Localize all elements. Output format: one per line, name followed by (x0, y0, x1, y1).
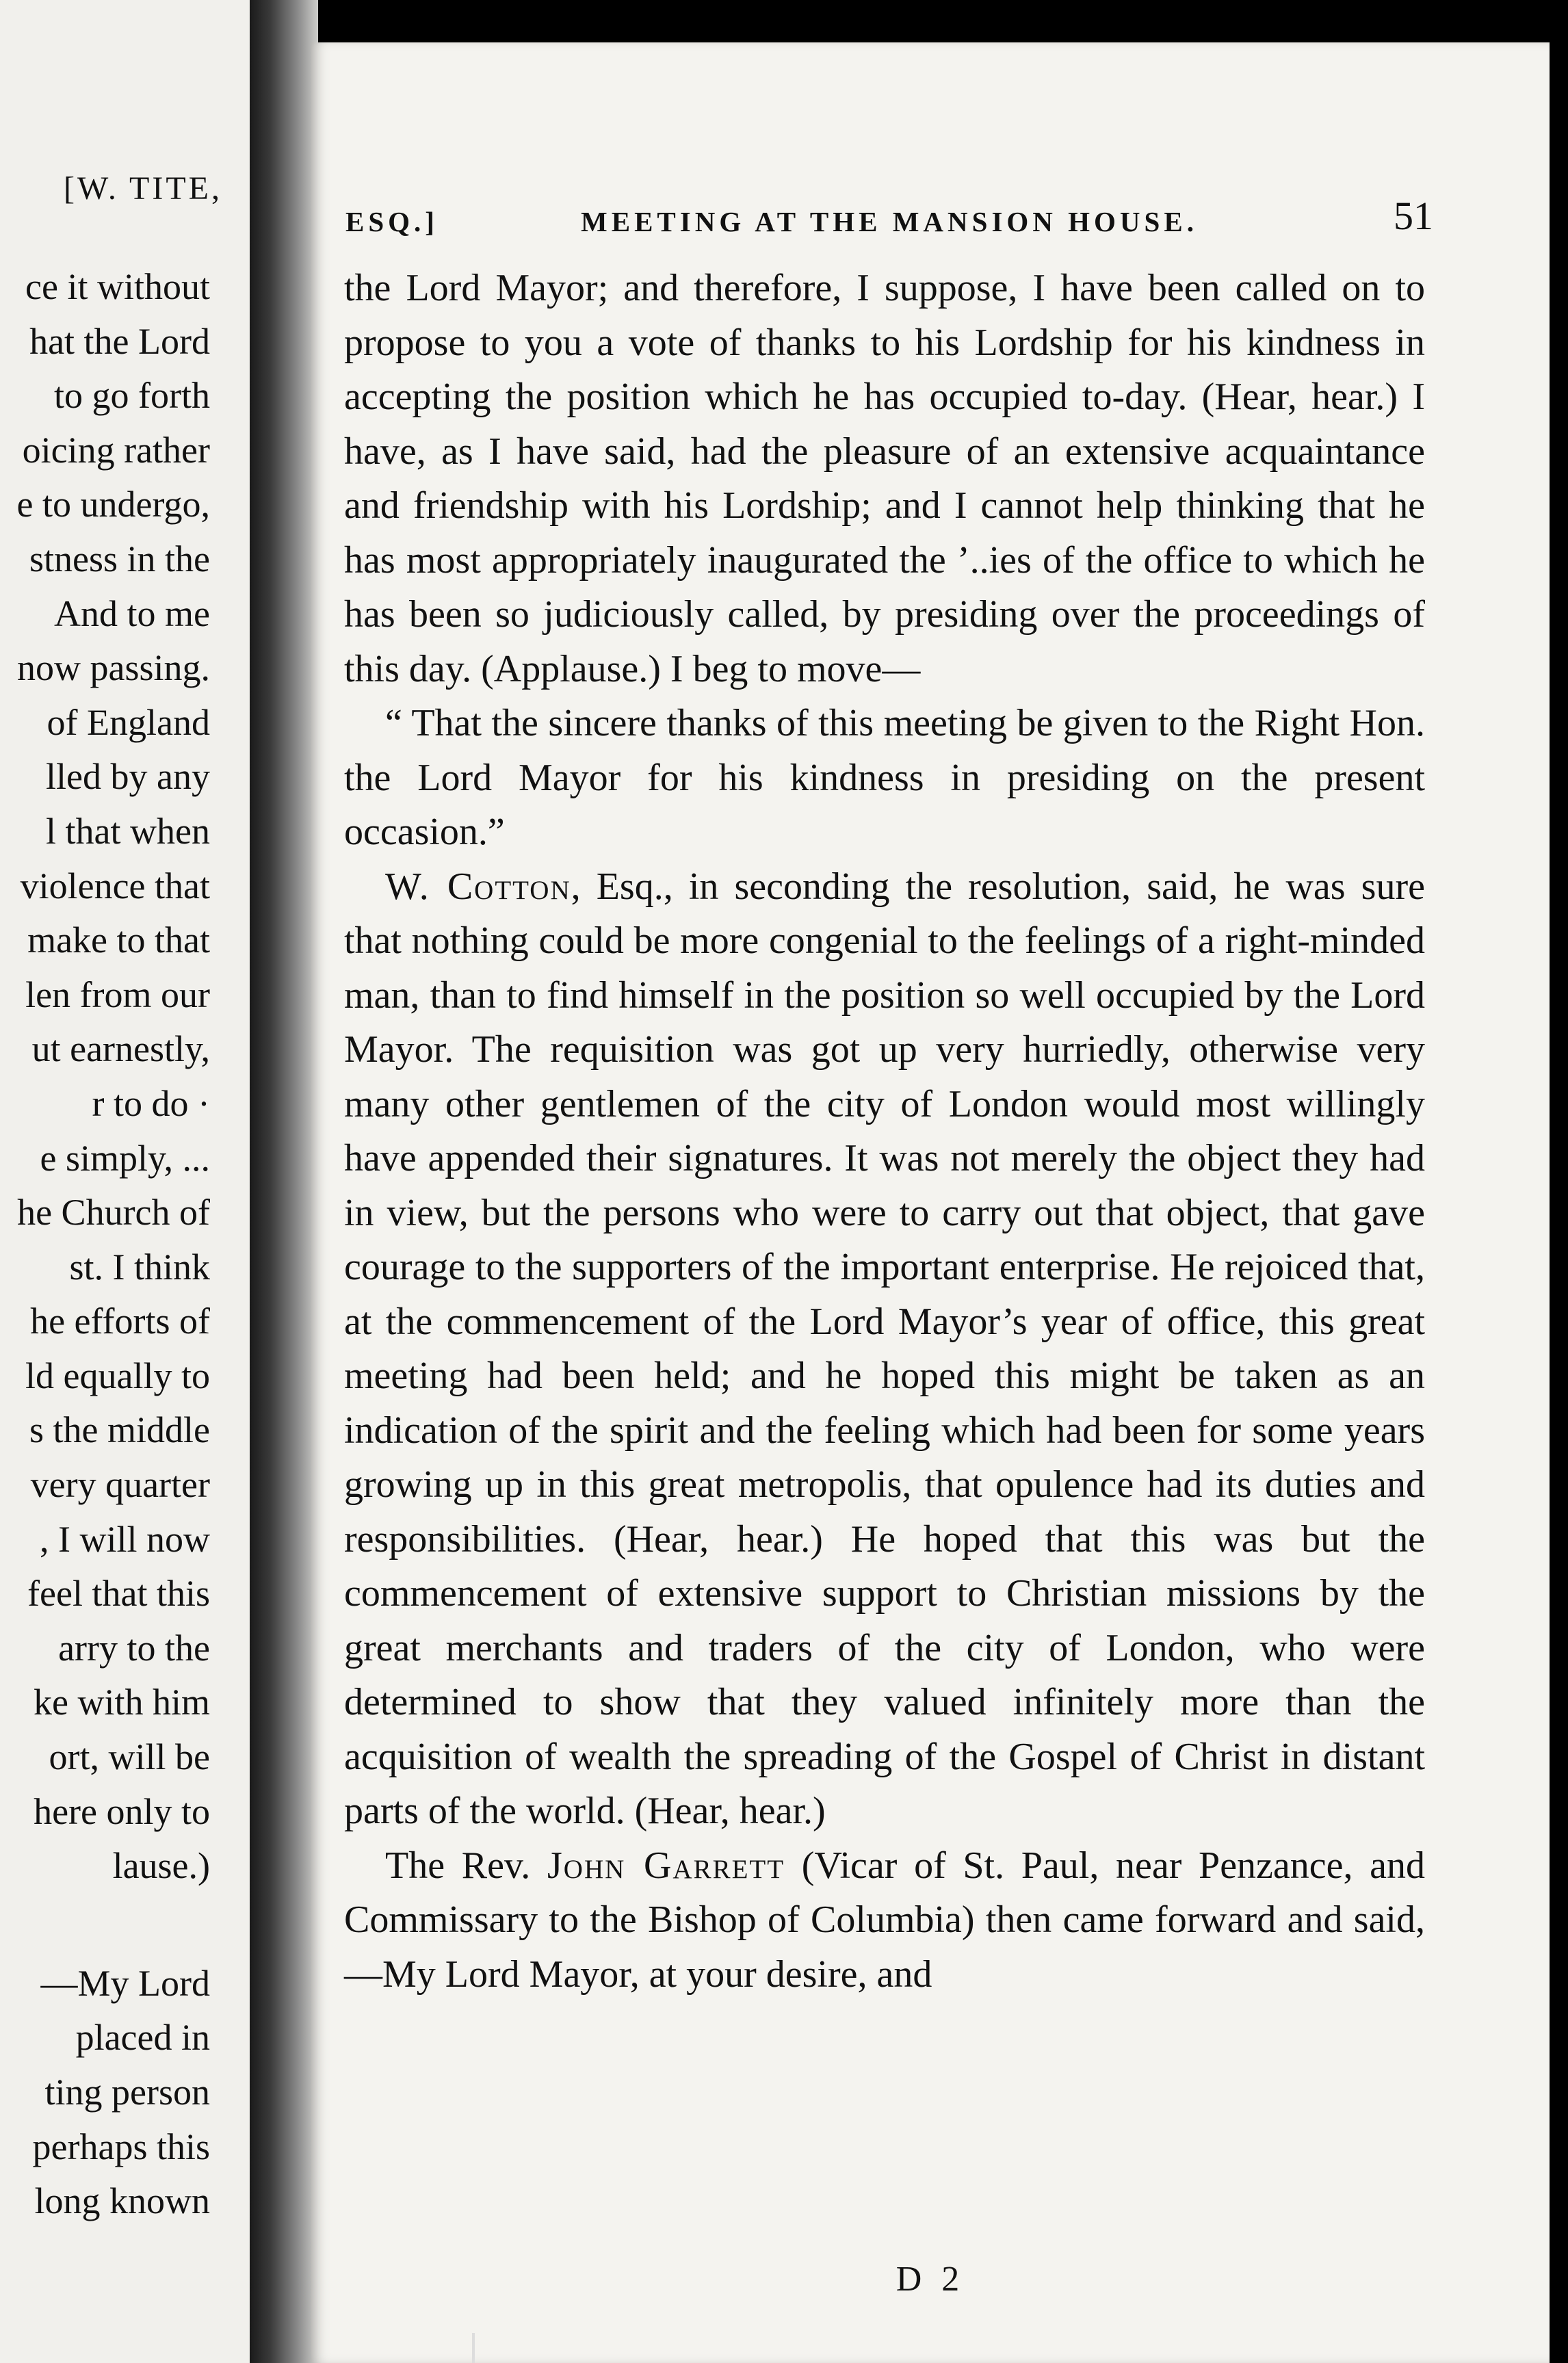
body-text (344, 261, 1425, 2002)
left-page-line: stness in the (29, 538, 210, 579)
paragraph-garrett (344, 1839, 1425, 2002)
left-page-line: placed in (75, 2017, 210, 2059)
facing-page-left (0, 0, 251, 2363)
left-page-line: long known (34, 2180, 210, 2222)
left-page-line: —My Lord (40, 1962, 210, 2004)
left-page-line: very quarter (30, 1464, 210, 1506)
left-page-line: ort, will be (49, 1736, 210, 1778)
left-page-line: ke with him (34, 1682, 210, 1723)
left-page-line: ting person (44, 2072, 210, 2113)
running-head-left: ESQ.] (345, 206, 439, 237)
left-page-line: ld equally to (25, 1355, 210, 1396)
left-page-line: l that when (46, 810, 210, 852)
paragraph-cotton-text: , Esq., in seconding the resolution, said, he was sure that nothing could be more congenial to the feelings of a right-minded man, than to find himself in the position so well occupied by the Lord Mayor. The requisition was got up very hurriedly, otherwise very many other gentlemen of the city of London would most willingly have appended their signatures. It was not merely the object they had in view, but the persons who were to carry out that object, that gave courage to the supporters of the important enterprise. He rejoiced that, at the commencement of the Lord Mayor’s year of office, this great meeting had been held; and he hoped this might be taken as an indication of the spirit and the feeling which had been for some years growing up in this great metropolis, that opulence had its duties and responsibilities. (Hear, hear.) He hoped that this was but the commencement of extensive support to Christian missions by the great merchants and traders of the city of London, who were determined to show that they valued infinitely more than the acquisition of wealth the spreading of the Gospel of Christ in distant parts of the world. (Hear, hear.) (344, 865, 1425, 1832)
left-page-line: perhaps this (32, 2126, 210, 2167)
left-page-line: violence that (20, 865, 210, 906)
left-page-line: lause.) (112, 1845, 210, 1887)
page-number: 51 (1394, 194, 1433, 238)
left-page-line: here only to (34, 1790, 210, 1832)
left-page-line: arry to the (58, 1627, 210, 1669)
left-page-line: feel that this (27, 1573, 210, 1615)
left-page-line: oicing rather (22, 429, 210, 471)
left-page-line: r to do · (92, 1082, 210, 1124)
left-page-line: lled by any (46, 756, 210, 798)
speaker-name-cotton: W. Cotton (385, 865, 571, 908)
book-gutter (250, 0, 318, 2363)
scan-artifact (472, 2333, 475, 2363)
paragraph-1: the Lord Mayor; and therefore, I suppose, I have been called on to propose to you a vote of thanks to his Lordship for his kindness in accepting the position which he has occupied to-day. (Hear, hear.) I have, as I have said, had the pleasure of an extensive acquaintance and friendship with his Lordship; and I cannot help thinking that he has most appropriately inaugurated the ʼ..ies of the office to which he has been so judiciously called, by presiding over the proceedings of this day. (Applause.) I beg to move— (344, 267, 1425, 690)
left-page-line: to go forth (54, 375, 210, 417)
left-page-line: make to that (27, 919, 210, 961)
paragraph-cotton (344, 860, 1425, 1839)
left-page-line: , I will now (40, 1518, 210, 1560)
left-page-line: he efforts of (30, 1301, 210, 1342)
left-running-head: [W. TITE, (64, 170, 222, 207)
left-page-line: e to undergo, (16, 484, 210, 525)
signature-mark: D 2 (896, 2260, 965, 2299)
left-page-line: s the middle (29, 1409, 210, 1451)
left-page-line: ut earnestly, (31, 1028, 210, 1070)
paragraph-garrett-prefix: The Rev. (385, 1844, 547, 1887)
running-head-title: MEETING AT THE MANSION HOUSE. (581, 206, 1198, 237)
left-page-line: of England (47, 701, 210, 743)
main-page (311, 42, 1550, 2363)
left-page-line: he Church of (17, 1192, 210, 1233)
running-head (345, 193, 1433, 248)
left-page-line: st. I think (69, 1246, 210, 1288)
left-page-line: len from our (25, 974, 210, 1015)
left-page-line: hat the Lord (29, 320, 210, 362)
paragraph-resolution: “ That the sincere thanks of this meeting be given to the Right Hon. the Lord Mayor for his kindness in presiding on the present occasion.” (344, 702, 1425, 853)
speaker-name-garrett: John Garrett (547, 1844, 785, 1887)
left-page-line: And to me (54, 592, 210, 634)
left-page-line: e simply, ... (40, 1137, 210, 1179)
left-page-text (0, 260, 210, 2229)
left-page-gap (0, 1894, 210, 1957)
paragraph-garrett-text: (Vicar of St. Paul, near Penzance, and Commissary to the Bishop of Columbia) then came forward and said,—My Lord Mayor, at your desire, and (344, 1844, 1426, 1996)
left-page-line: ce it without (25, 266, 210, 307)
left-page-line: now passing. (17, 647, 210, 689)
